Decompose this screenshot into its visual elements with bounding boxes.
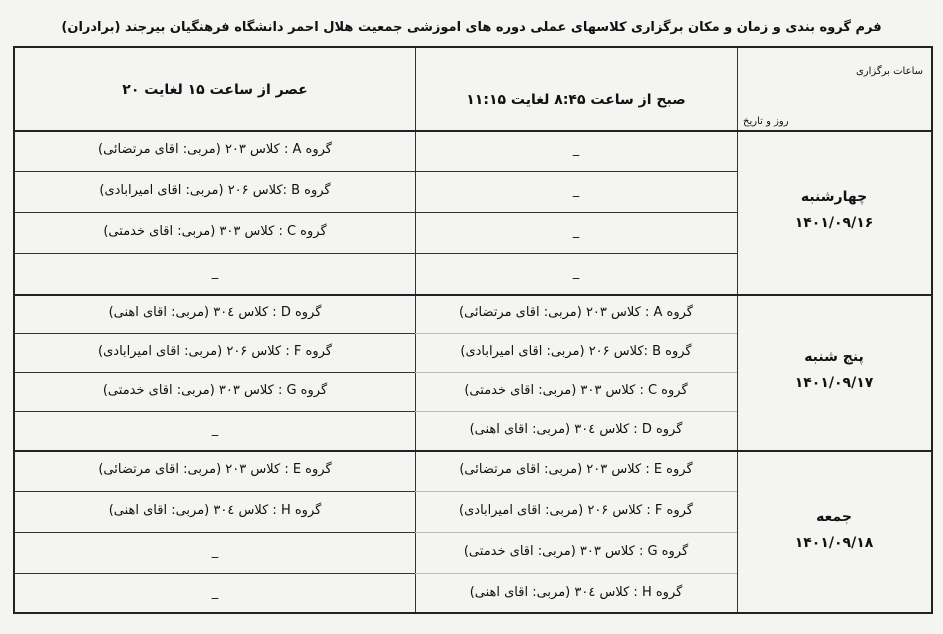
row-divider xyxy=(15,372,415,373)
document-title: فرم گروه بندی و زمان و مکان برگزاری کلاسهای عملی دوره های اموزشی جمعیت هلال احمر دانشگاه فرهنگیان بیرجند (برادران) xyxy=(61,20,882,35)
afternoon-session-cell: گروه H : کلاس ۳۰٤ (مربی: اقای اهنی) xyxy=(108,502,322,518)
row-divider xyxy=(415,532,737,533)
day-date: ۱۴۰۱/۰۹/۱۷ xyxy=(794,375,874,391)
day-name: پنج شنبه xyxy=(804,349,864,365)
row-divider xyxy=(15,411,415,412)
morning-session-cell: گروه E : کلاس ۲۰۳ (مربی: اقای مرتضائی) xyxy=(459,461,693,477)
schedule-table xyxy=(13,46,933,614)
day-divider xyxy=(15,294,931,296)
row-divider xyxy=(15,171,415,172)
day-date: ۱۴۰۱/۰۹/۱۶ xyxy=(794,215,874,231)
afternoon-session-cell: گروه B :کلاس ۲۰۶ (مربی: اقای امیرابادی) xyxy=(99,182,331,198)
row-divider xyxy=(415,411,737,412)
morning-session-cell: _ xyxy=(572,223,580,239)
afternoon-session-cell: گروه F : کلاس ۲۰۶ (مربی: اقای امیرابادی) xyxy=(98,343,332,359)
header-corner-bottom: روز و تاریخ xyxy=(743,116,789,127)
row-divider xyxy=(15,491,415,492)
day-name: جمعه xyxy=(816,509,852,525)
morning-session-cell: گروه H : کلاس ۳۰٤ (مربی: اقای اهنی) xyxy=(469,584,683,600)
afternoon-session-cell: گروه D : کلاس ۳۰٤ (مربی: اقای اهنی) xyxy=(108,304,322,320)
afternoon-session-cell: _ xyxy=(211,421,219,437)
header-morning: صبح از ساعت ۸:۴۵ لغایت ۱۱:۱۵ xyxy=(466,92,686,108)
row-divider xyxy=(415,333,737,334)
row-divider xyxy=(415,372,737,373)
morning-session-cell: _ xyxy=(572,264,580,280)
day-label xyxy=(737,504,931,556)
row-divider xyxy=(415,212,737,213)
row-divider xyxy=(15,573,415,574)
day-name: چهارشنبه xyxy=(800,189,868,205)
header-afternoon: عصر از ساعت ۱۵ لغایت ۲۰ xyxy=(122,82,308,98)
afternoon-session-cell: _ xyxy=(211,264,219,280)
afternoon-session-cell: _ xyxy=(211,584,219,600)
row-divider xyxy=(415,573,737,574)
row-divider xyxy=(15,333,415,334)
morning-session-cell: گروه A : کلاس ۲۰۳ (مربی: اقای مرتضائی) xyxy=(459,304,693,320)
afternoon-session-cell: _ xyxy=(211,543,219,559)
row-divider xyxy=(415,253,737,254)
morning-session-cell: گروه C : کلاس ۳۰۳ (مربی: اقای خدمتی) xyxy=(464,382,688,398)
row-divider xyxy=(415,171,737,172)
day-label xyxy=(737,184,931,236)
column-divider xyxy=(415,48,416,612)
day-date: ۱۴۰۱/۰۹/۱۸ xyxy=(794,535,874,551)
afternoon-session-cell: گروه A : کلاس ۲۰۳ (مربی: اقای مرتضائی) xyxy=(98,141,332,157)
morning-session-cell: گروه D : کلاس ۳۰٤ (مربی: اقای اهنی) xyxy=(469,421,683,437)
row-divider xyxy=(415,491,737,492)
afternoon-session-cell: گروه G : کلاس ۳۰۳ (مربی: اقای خدمتی) xyxy=(102,382,328,398)
row-divider xyxy=(15,532,415,533)
morning-session-cell: _ xyxy=(572,182,580,198)
day-label xyxy=(737,344,931,396)
morning-session-cell: گروه G : کلاس ۳۰۳ (مربی: اقای خدمتی) xyxy=(463,543,689,559)
morning-session-cell: گروه F : کلاس ۲۰۶ (مربی: اقای امیرابادی) xyxy=(459,502,693,518)
afternoon-session-cell: گروه C : کلاس ۳۰۳ (مربی: اقای خدمتی) xyxy=(103,223,327,239)
header-corner-top: ساعات برگزاری xyxy=(855,66,923,77)
day-divider xyxy=(15,450,931,452)
row-divider xyxy=(15,212,415,213)
morning-session-cell: گروه B :کلاس ۲۰۶ (مربی: اقای امیرابادی) xyxy=(460,343,692,359)
header-divider xyxy=(15,130,931,132)
morning-session-cell: _ xyxy=(572,141,580,157)
row-divider xyxy=(15,253,415,254)
afternoon-session-cell: گروه E : کلاس ۲۰۳ (مربی: اقای مرتضائی) xyxy=(98,461,332,477)
